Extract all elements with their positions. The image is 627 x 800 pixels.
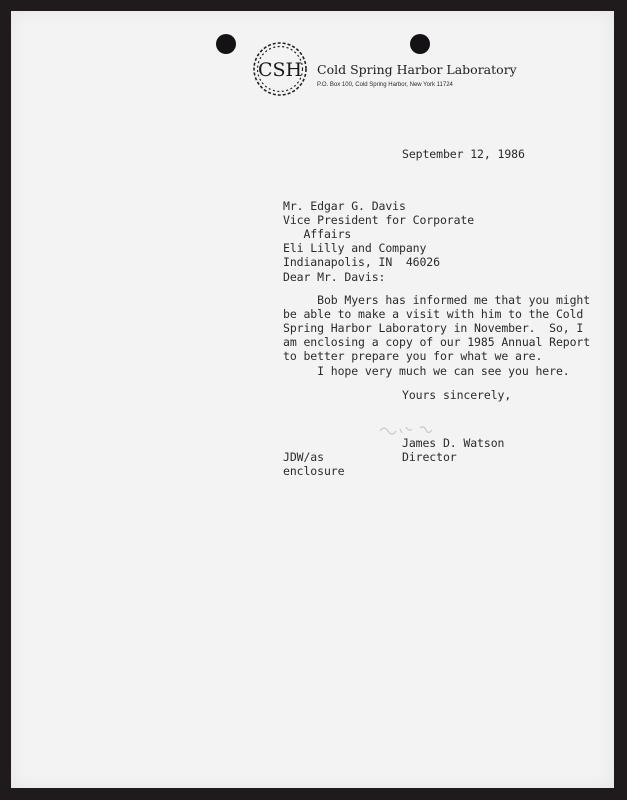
body-line: be able to make a visit with him to the Cold	[283, 307, 584, 321]
letter-page	[11, 11, 614, 788]
body-line: to better prepare you for what we are.	[283, 349, 543, 363]
body-paragraph-2: I hope very much we can see you here.	[283, 364, 570, 378]
letterhead-name: Cold Spring Harbor Laboratory	[317, 62, 517, 77]
body-line: Spring Harbor Laboratory in November. So, I	[283, 321, 584, 335]
salutation: Dear Mr. Davis:	[283, 270, 386, 284]
typist-initials: JDW/as	[283, 450, 324, 464]
recipient-line: Mr. Edgar G. Davis	[283, 199, 406, 213]
punch-hole-left	[216, 34, 236, 54]
svg-text:CSH: CSH	[257, 59, 303, 81]
signer-name: James D. Watson	[402, 436, 505, 450]
punch-hole-right	[410, 34, 430, 54]
letter-date: September 12, 1986	[402, 147, 525, 161]
body-line: am enclosing a copy of our 1985 Annual Report	[283, 335, 591, 349]
recipient-line: Eli Lilly and Company	[283, 241, 427, 255]
recipient-line: Vice President for Corporate	[283, 213, 475, 227]
closing: Yours sincerely,	[402, 388, 512, 402]
recipient-line: Indianapolis, IN 46026	[283, 255, 440, 269]
enclosure-note: enclosure	[283, 464, 345, 478]
letterhead-address: P.O. Box 100, Cold Spring Harbor, New York 11724	[317, 82, 453, 88]
recipient-line: Affairs	[283, 227, 352, 241]
signer-title: Director	[402, 450, 457, 464]
csh-logo	[250, 39, 310, 99]
body-line: Bob Myers has informed me that you might	[283, 293, 591, 307]
